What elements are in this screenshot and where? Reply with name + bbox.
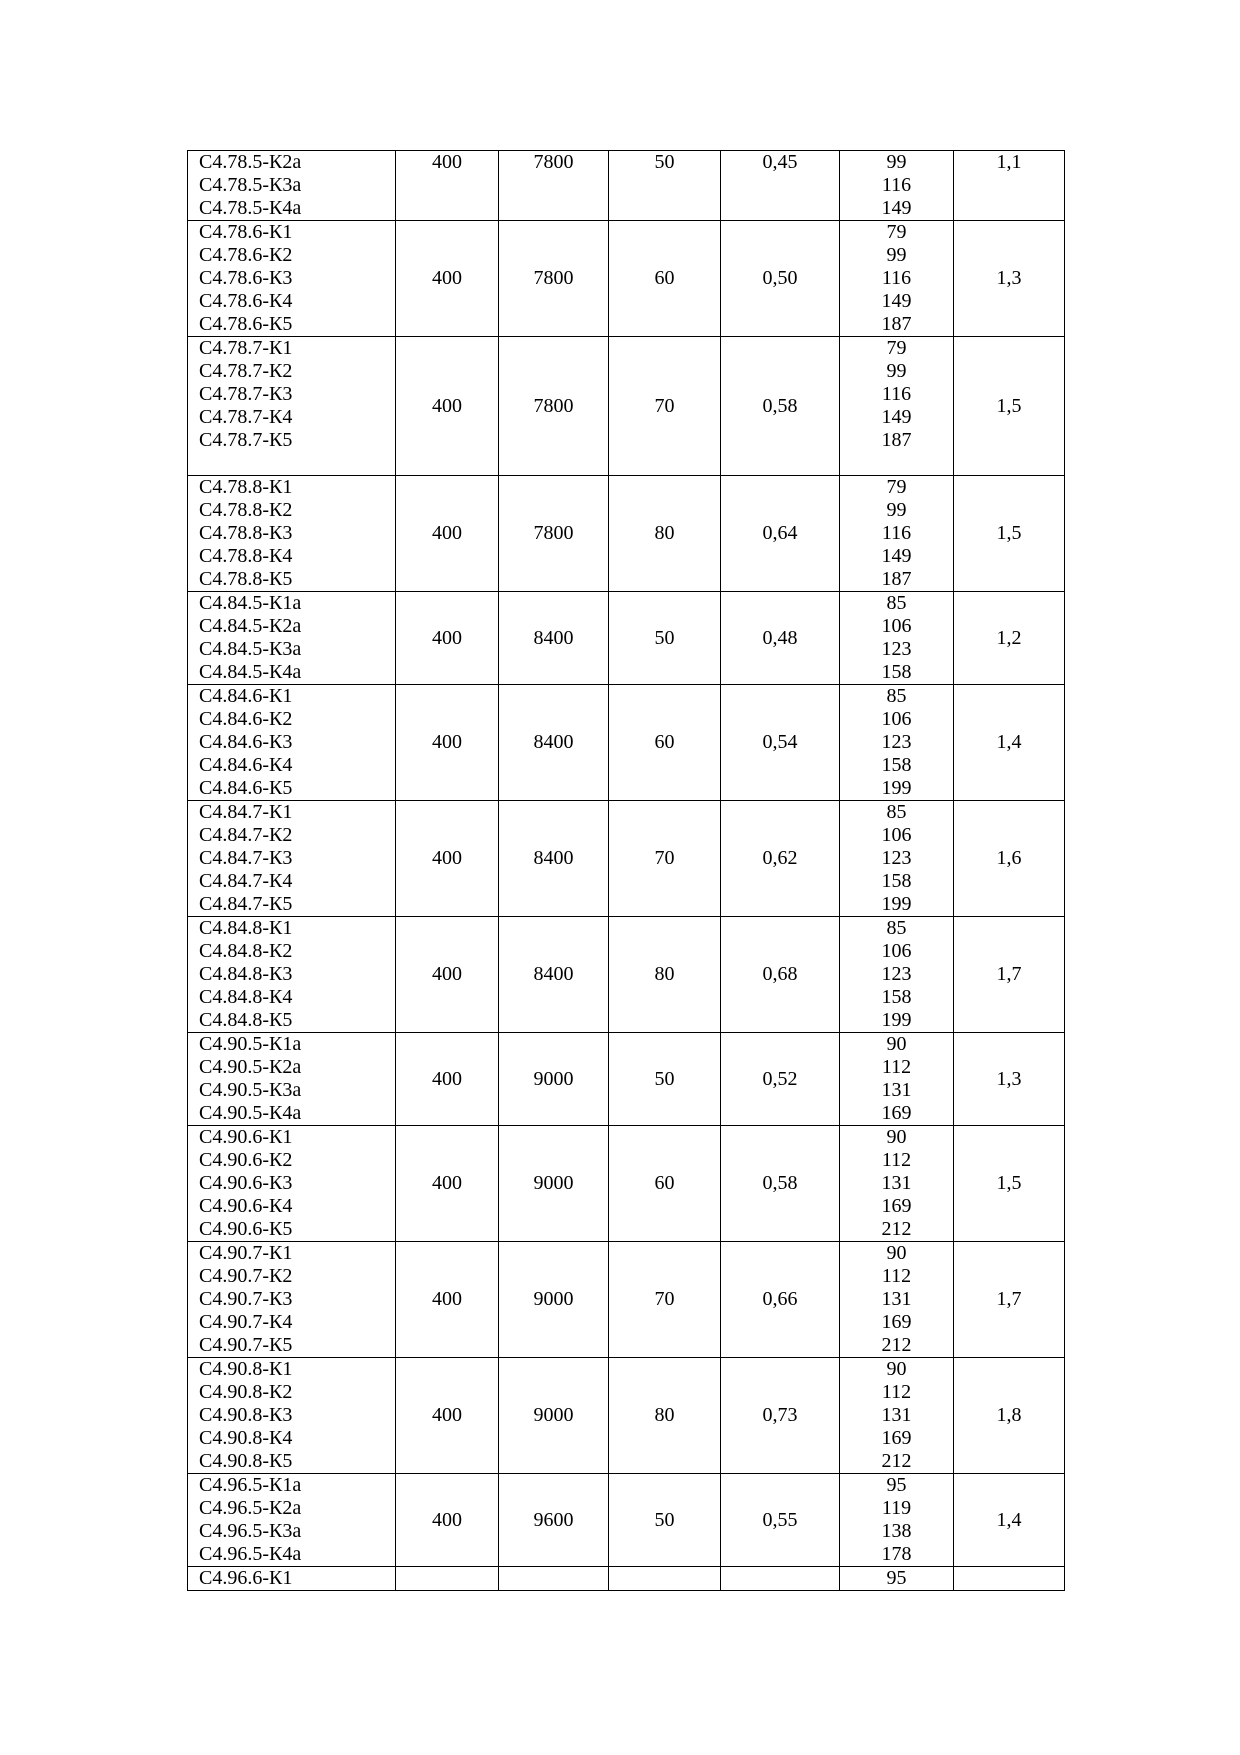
col6-cell-line: 212 [881, 1450, 912, 1472]
product-code-cell-line: С4.84.6-К4 [199, 754, 293, 776]
col7-cell: 1,5 [954, 1126, 1065, 1242]
product-code-cell-line: С4.90.7-К4 [199, 1311, 293, 1333]
table-row [188, 1242, 1065, 1358]
length-cell: 9000 [499, 1033, 609, 1126]
product-code-cell [188, 1126, 396, 1242]
product-code-cell-line: С4.84.8-К5 [199, 1009, 293, 1031]
col2-cell: 400 [396, 592, 499, 685]
product-code-cell-line: С4.90.6-К5 [199, 1218, 293, 1240]
col6-cell-line: 116 [881, 383, 912, 405]
table-row [188, 1126, 1065, 1242]
product-code-cell-line: С4.78.6-К1 [199, 221, 293, 243]
col7-cell: 1,5 [954, 337, 1065, 476]
product-code-cell-line: С4.84.7-К3 [199, 847, 293, 869]
product-code-cell-line: С4.78.5-К3а [199, 174, 302, 196]
col7-cell: 1,6 [954, 801, 1065, 917]
col6-cell-line: 131 [881, 1288, 912, 1310]
product-code-cell-line: С4.84.5-К2а [199, 615, 302, 637]
product-code-cell-line: С4.78.7-К2 [199, 360, 293, 382]
product-code-cell-line: С4.90.8-К5 [199, 1450, 293, 1472]
table-body [188, 151, 1065, 1591]
col6-cell-line: 178 [881, 1543, 912, 1565]
col6-cell-line: 149 [881, 545, 912, 567]
table-row [188, 1358, 1065, 1474]
col6-cell-line: 187 [881, 313, 912, 335]
product-code-cell-line: С4.84.5-К1а [199, 592, 302, 614]
col2-cell: 400 [396, 1126, 499, 1242]
product-code-cell-line: С4.78.6-К4 [199, 290, 293, 312]
col7-cell: 1,7 [954, 917, 1065, 1033]
product-code-cell-line: С4.78.8-К1 [199, 476, 293, 498]
product-code-cell-line: С4.90.6-К4 [199, 1195, 293, 1217]
length-cell: 9000 [499, 1126, 609, 1242]
col6-cell [840, 685, 954, 801]
length-cell: 9000 [499, 1358, 609, 1474]
col6-cell-line: 212 [881, 1334, 912, 1356]
product-code-cell-line: С4.84.8-К1 [199, 917, 293, 939]
col6-cell [840, 337, 954, 476]
product-code-cell-line: С4.84.6-К2 [199, 708, 293, 730]
col6-cell-line: 123 [881, 963, 912, 985]
product-code-cell-line: С4.90.5-К3а [199, 1079, 302, 1101]
product-code-cell-line: С4.78.5-К4а [199, 197, 302, 219]
product-code-cell-line: С4.78.7-К1 [199, 337, 293, 359]
col4-cell: 80 [609, 476, 721, 592]
length-cell [499, 1567, 609, 1591]
col6-cell-line: 85 [886, 801, 907, 823]
col6-cell [840, 1242, 954, 1358]
product-code-cell-line: С4.78.7-К3 [199, 383, 293, 405]
col6-cell-line: 106 [881, 824, 912, 846]
col6-cell [840, 1033, 954, 1126]
product-code-cell-line: С4.84.5-К3а [199, 638, 302, 660]
col6-cell [840, 801, 954, 917]
col6-cell [840, 1126, 954, 1242]
product-code-cell-line: С4.90.6-К2 [199, 1149, 293, 1171]
table-row [188, 337, 1065, 476]
col4-cell: 60 [609, 685, 721, 801]
col5-cell: 0,52 [721, 1033, 840, 1126]
col6-cell-line: 158 [881, 986, 912, 1008]
col6-cell-line: 149 [881, 406, 912, 428]
col5-cell: 0,45 [721, 151, 840, 221]
col6-cell-line: 158 [881, 870, 912, 892]
product-code-cell [188, 221, 396, 337]
col4-cell: 70 [609, 337, 721, 476]
col6-cell-line: 123 [881, 731, 912, 753]
col6-cell [840, 221, 954, 337]
product-code-cell [188, 801, 396, 917]
product-code-cell [188, 1242, 396, 1358]
length-cell: 7800 [499, 337, 609, 476]
col6-cell-line: 99 [886, 499, 907, 521]
product-code-cell-line: С4.78.6-К5 [199, 313, 293, 335]
product-code-cell-line: С4.84.7-К4 [199, 870, 293, 892]
col6-cell [840, 1567, 954, 1591]
col2-cell: 400 [396, 1242, 499, 1358]
col4-cell: 60 [609, 1126, 721, 1242]
product-code-cell [188, 476, 396, 592]
col6-cell [840, 592, 954, 685]
col6-cell-line: 106 [881, 708, 912, 730]
col6-cell-line: 131 [881, 1079, 912, 1101]
product-code-cell-line: С4.84.8-К2 [199, 940, 293, 962]
product-code-cell [188, 1567, 396, 1591]
col6-cell-line: 169 [881, 1427, 912, 1449]
product-code-cell [188, 337, 396, 476]
product-code-cell-line: С4.90.8-К1 [199, 1358, 293, 1380]
col6-cell-line: 212 [881, 1218, 912, 1240]
table-row [188, 685, 1065, 801]
col6-cell [840, 1474, 954, 1567]
col6-cell-line: 116 [881, 267, 912, 289]
col5-cell: 0,58 [721, 1126, 840, 1242]
col6-cell-line: 85 [886, 917, 907, 939]
product-code-cell-line: С4.96.5-К2а [199, 1497, 302, 1519]
product-code-cell-line: С4.84.7-К2 [199, 824, 293, 846]
product-code-cell-line: С4.90.7-К3 [199, 1288, 293, 1310]
product-code-cell-line: С4.96.5-К3а [199, 1520, 302, 1542]
product-code-cell-line: С4.96.5-К1а [199, 1474, 302, 1496]
product-code-cell-line: С4.78.5-К2а [199, 151, 302, 173]
col6-cell-line: 116 [881, 174, 912, 196]
product-code-cell-line: С4.84.7-К1 [199, 801, 293, 823]
product-code-cell-line: С4.78.8-К5 [199, 568, 293, 590]
col2-cell: 400 [396, 221, 499, 337]
product-code-cell-line: С4.78.6-К2 [199, 244, 293, 266]
product-code-cell-line: С4.78.8-К2 [199, 499, 293, 521]
col6-cell-line: 99 [886, 244, 907, 266]
col2-cell: 400 [396, 151, 499, 221]
col7-cell: 1,5 [954, 476, 1065, 592]
col7-cell: 1,4 [954, 1474, 1065, 1567]
col5-cell [721, 1567, 840, 1591]
col5-cell: 0,64 [721, 476, 840, 592]
col2-cell: 400 [396, 1474, 499, 1567]
col5-cell: 0,58 [721, 337, 840, 476]
product-code-cell-line: С4.90.5-К4а [199, 1102, 302, 1124]
product-code-cell-line: С4.96.5-К4а [199, 1543, 302, 1565]
col6-cell [840, 151, 954, 221]
table-row [188, 1567, 1065, 1591]
col6-cell-line: 199 [881, 1009, 912, 1031]
col7-cell: 1,4 [954, 685, 1065, 801]
length-cell: 8400 [499, 685, 609, 801]
product-code-cell-line: С4.84.6-К3 [199, 731, 293, 753]
table-row [188, 801, 1065, 917]
col6-cell-line: 90 [886, 1126, 907, 1148]
col6-cell-line: 169 [881, 1195, 912, 1217]
col6-cell-line: 95 [886, 1474, 907, 1496]
col2-cell: 400 [396, 801, 499, 917]
table-row [188, 221, 1065, 337]
product-code-cell [188, 1474, 396, 1567]
col4-cell [609, 1567, 721, 1591]
table-row [188, 917, 1065, 1033]
col6-cell-line: 85 [886, 685, 907, 707]
product-code-cell-line: С4.78.7-К4 [199, 406, 293, 428]
product-code-cell [188, 917, 396, 1033]
col4-cell: 50 [609, 151, 721, 221]
col6-cell-line: 90 [886, 1358, 907, 1380]
product-code-cell-line: С4.84.7-К5 [199, 893, 293, 915]
product-code-cell-line: С4.84.6-К1 [199, 685, 293, 707]
col6-cell-line: 169 [881, 1311, 912, 1333]
product-code-cell-line: С4.78.6-К3 [199, 267, 293, 289]
product-code-cell-line: С4.90.8-К2 [199, 1381, 293, 1403]
col4-cell: 70 [609, 1242, 721, 1358]
col6-cell-line: 187 [881, 568, 912, 590]
col2-cell [396, 1567, 499, 1591]
col6-cell-line: 158 [881, 754, 912, 776]
product-code-cell-line: С4.90.7-К1 [199, 1242, 293, 1264]
col6-cell-line: 199 [881, 893, 912, 915]
product-code-cell-line: С4.90.6-К1 [199, 1126, 293, 1148]
col5-cell: 0,66 [721, 1242, 840, 1358]
product-code-cell-line: С4.84.6-К5 [199, 777, 293, 799]
col2-cell: 400 [396, 1033, 499, 1126]
product-code-cell-line: С4.90.5-К2а [199, 1056, 302, 1078]
table-row [188, 151, 1065, 221]
col7-cell: 1,8 [954, 1358, 1065, 1474]
product-code-cell-line: С4.90.6-К3 [199, 1172, 293, 1194]
col6-cell-line: 112 [881, 1381, 912, 1403]
col2-cell: 400 [396, 337, 499, 476]
length-cell: 7800 [499, 221, 609, 337]
col6-cell-line: 149 [881, 290, 912, 312]
length-cell: 7800 [499, 151, 609, 221]
col6-cell-line: 90 [886, 1242, 907, 1264]
col6-cell-line: 106 [881, 940, 912, 962]
col6-cell-line: 131 [881, 1404, 912, 1426]
col6-cell-line: 112 [881, 1149, 912, 1171]
col6-cell-line: 158 [881, 661, 912, 683]
col6-cell-line: 116 [881, 522, 912, 544]
length-cell: 9000 [499, 1242, 609, 1358]
col5-cell: 0,48 [721, 592, 840, 685]
col7-cell: 1,7 [954, 1242, 1065, 1358]
length-cell: 7800 [499, 476, 609, 592]
col6-cell-line: 131 [881, 1172, 912, 1194]
product-code-cell [188, 592, 396, 685]
product-code-cell-line: С4.90.8-К4 [199, 1427, 293, 1449]
product-code-cell-line: С4.90.5-К1а [199, 1033, 302, 1055]
col4-cell: 50 [609, 1474, 721, 1567]
length-cell: 9600 [499, 1474, 609, 1567]
product-code-cell-line: С4.90.8-К3 [199, 1404, 293, 1426]
col4-cell: 50 [609, 592, 721, 685]
col6-cell-line: 95 [886, 1567, 907, 1589]
blank-line [840, 452, 953, 475]
col6-cell-line: 99 [886, 360, 907, 382]
product-code-cell [188, 151, 396, 221]
col6-cell-line: 199 [881, 777, 912, 799]
col7-cell: 1,1 [954, 151, 1065, 221]
length-cell: 8400 [499, 592, 609, 685]
col6-cell-line: 149 [881, 197, 912, 219]
col6-cell-line: 79 [886, 221, 907, 243]
col6-cell-line: 106 [881, 615, 912, 637]
col2-cell: 400 [396, 476, 499, 592]
product-spec-table [187, 150, 1065, 1591]
col6-cell-line: 90 [886, 1033, 907, 1055]
col6-cell-line: 119 [881, 1497, 912, 1519]
col4-cell: 80 [609, 1358, 721, 1474]
col7-cell [954, 1567, 1065, 1591]
col4-cell: 70 [609, 801, 721, 917]
col5-cell: 0,50 [721, 221, 840, 337]
col4-cell: 80 [609, 917, 721, 1033]
product-code-cell [188, 1033, 396, 1126]
table-row [188, 476, 1065, 592]
col7-cell: 1,3 [954, 1033, 1065, 1126]
col6-cell [840, 1358, 954, 1474]
table-row [188, 592, 1065, 685]
col6-cell-line: 79 [886, 337, 907, 359]
col6-cell-line: 79 [886, 476, 907, 498]
col6-cell-line: 99 [886, 151, 907, 173]
col6-cell-line: 123 [881, 847, 912, 869]
length-cell: 8400 [499, 801, 609, 917]
col7-cell: 1,3 [954, 221, 1065, 337]
table-row [188, 1474, 1065, 1567]
col6-cell-line: 187 [881, 429, 912, 451]
col5-cell: 0,55 [721, 1474, 840, 1567]
col2-cell: 400 [396, 1358, 499, 1474]
product-code-cell-line: С4.84.8-К3 [199, 963, 293, 985]
col2-cell: 400 [396, 917, 499, 1033]
product-code-cell [188, 1358, 396, 1474]
table-row [188, 1033, 1065, 1126]
col6-cell-line: 169 [881, 1102, 912, 1124]
product-code-cell-line: С4.84.5-К4а [199, 661, 302, 683]
length-cell: 8400 [499, 917, 609, 1033]
product-code-cell-line: С4.90.7-К5 [199, 1334, 293, 1356]
col6-cell-line: 85 [886, 592, 907, 614]
col6-cell [840, 917, 954, 1033]
col6-cell-line: 112 [881, 1056, 912, 1078]
col6-cell-line: 112 [881, 1265, 912, 1287]
product-code-cell-line: С4.90.7-К2 [199, 1265, 293, 1287]
product-code-cell-line: С4.84.8-К4 [199, 986, 293, 1008]
product-code-cell-line: С4.78.8-К4 [199, 545, 293, 567]
blank-line [199, 452, 395, 475]
col6-cell [840, 476, 954, 592]
product-code-cell [188, 685, 396, 801]
product-code-cell-line: С4.78.8-К3 [199, 522, 293, 544]
col6-cell-line: 123 [881, 638, 912, 660]
col2-cell: 400 [396, 685, 499, 801]
product-code-cell-line: С4.96.6-К1 [199, 1567, 293, 1589]
col5-cell: 0,62 [721, 801, 840, 917]
col5-cell: 0,68 [721, 917, 840, 1033]
col4-cell: 50 [609, 1033, 721, 1126]
col5-cell: 0,54 [721, 685, 840, 801]
col5-cell: 0,73 [721, 1358, 840, 1474]
col4-cell: 60 [609, 221, 721, 337]
col6-cell-line: 138 [881, 1520, 912, 1542]
product-code-cell-line: С4.78.7-К5 [199, 429, 293, 451]
col7-cell: 1,2 [954, 592, 1065, 685]
